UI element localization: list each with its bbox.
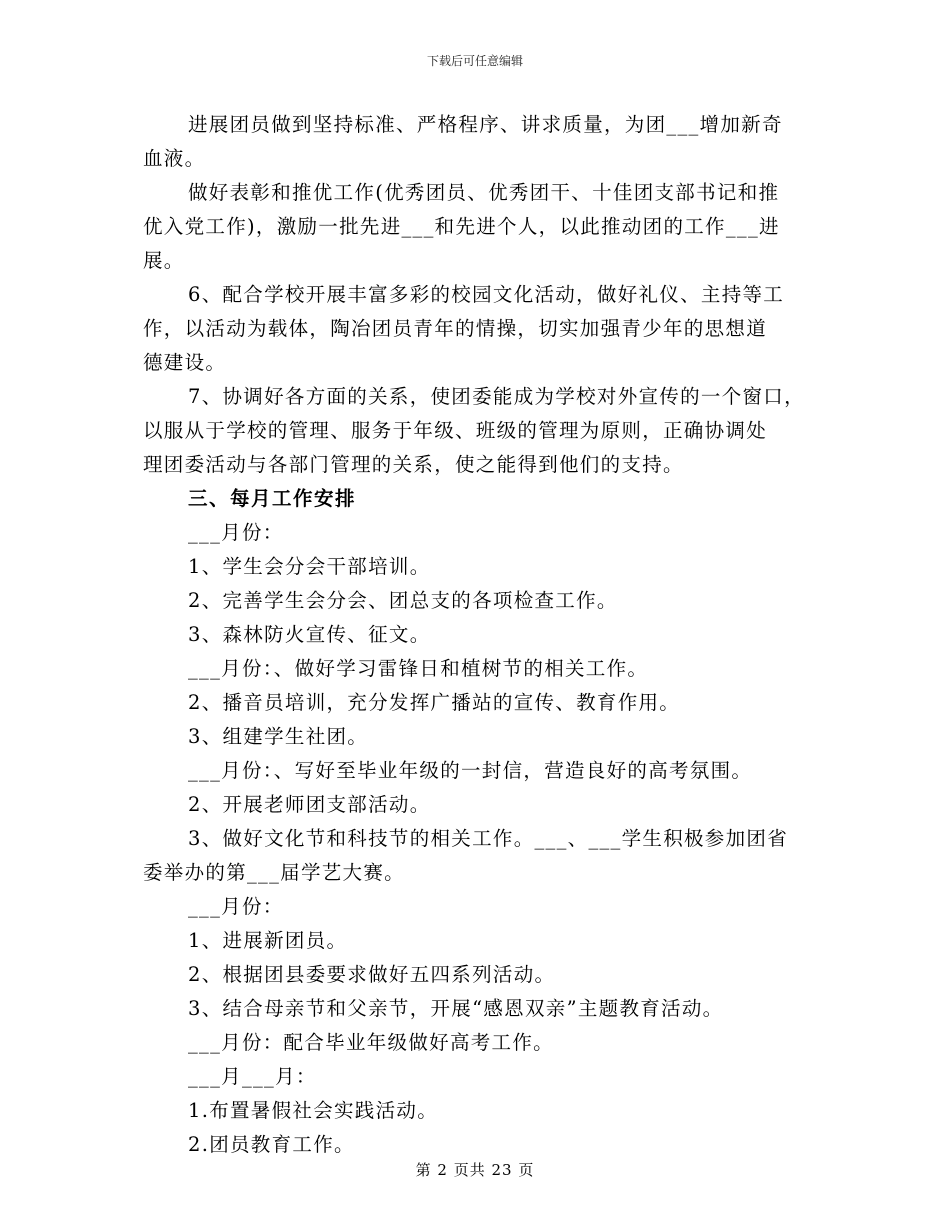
month-label: ___月份： xyxy=(188,895,284,918)
list-item: 2、开展老师团支部活动。 xyxy=(188,793,431,816)
list-item: 1、进展新团员。 xyxy=(188,929,348,952)
paragraph-line: 以服从于学校的管理、服务于年级、班级的管理为原则，正确协调处 xyxy=(143,419,768,442)
month-label: ___月份：配合毕业年级做好高考工作。 xyxy=(188,1031,554,1054)
list-item: 2.团员教育工作。 xyxy=(188,1133,355,1156)
list-item: 3、结合母亲节和父亲节，开展“感恩双亲”主题教育活动。 xyxy=(188,997,724,1020)
list-item: 2、完善学生会分会、团总支的各项检查工作。 xyxy=(188,589,618,612)
paragraph-line: 德建设。 xyxy=(143,351,227,374)
paragraph-line: 作，以活动为载体，陶冶团员青年的情操，切实加强青少年的思想道 xyxy=(143,317,768,340)
list-item: 2、根据团县委要求做好五四系列活动。 xyxy=(188,963,556,986)
list-item: 3、组建学生社团。 xyxy=(188,725,369,748)
paragraph-line: 血液。 xyxy=(143,147,206,170)
month-label: ___月份：、做好学习雷锋日和植树节的相关工作。 xyxy=(188,657,649,680)
list-item: 3、森林防火宣传、征文。 xyxy=(188,623,431,646)
page-footer: 第 2 页共 23 页 xyxy=(415,1161,535,1179)
page-header: 下载后可任意编辑 xyxy=(426,54,523,68)
paragraph-line: 委举办的第___届学艺大赛。 xyxy=(143,861,405,884)
list-item: 1、学生会分会干部培训。 xyxy=(188,555,431,578)
section-heading: 三、每月工作安排 xyxy=(188,487,357,510)
paragraph-line: 优入党工作)，激励一批先进___和先进个人，以此推动团的工作___进 xyxy=(143,215,780,238)
document-body xyxy=(143,108,823,1162)
month-label: ___月份：、写好至毕业年级的一封信，营造良好的高考氛围。 xyxy=(188,759,753,782)
list-item: 1.布置暑假社会实践活动。 xyxy=(188,1099,439,1122)
paragraph-line: 6、配合学校开展丰富多彩的校园文化活动，做好礼仪、主持等工 xyxy=(188,283,785,306)
month-label: ___月份： xyxy=(188,521,284,544)
paragraph-line: 展。 xyxy=(143,249,185,272)
list-item: 2、播音员培训，充分发挥广播站的宣传、教育作用。 xyxy=(188,691,681,714)
month-label: ___月___月： xyxy=(188,1065,317,1088)
paragraph-line: 理团委活动与各部门管理的关系，使之能得到他们的支持。 xyxy=(143,453,684,476)
paragraph-line: 进展团员做到坚持标准、严格程序、讲求质量，为团___增加新奇 xyxy=(188,113,783,136)
paragraph-line: 做好表彰和推优工作(优秀团员、优秀团干、十佳团支部书记和推 xyxy=(188,181,780,204)
paragraph-line: 7、协调好各方面的关系，使团委能成为学校对外宣传的一个窗口， xyxy=(188,385,805,408)
list-item: 3、做好文化节和科技节的相关工作。___、___学生积极参加团省 xyxy=(188,827,789,850)
